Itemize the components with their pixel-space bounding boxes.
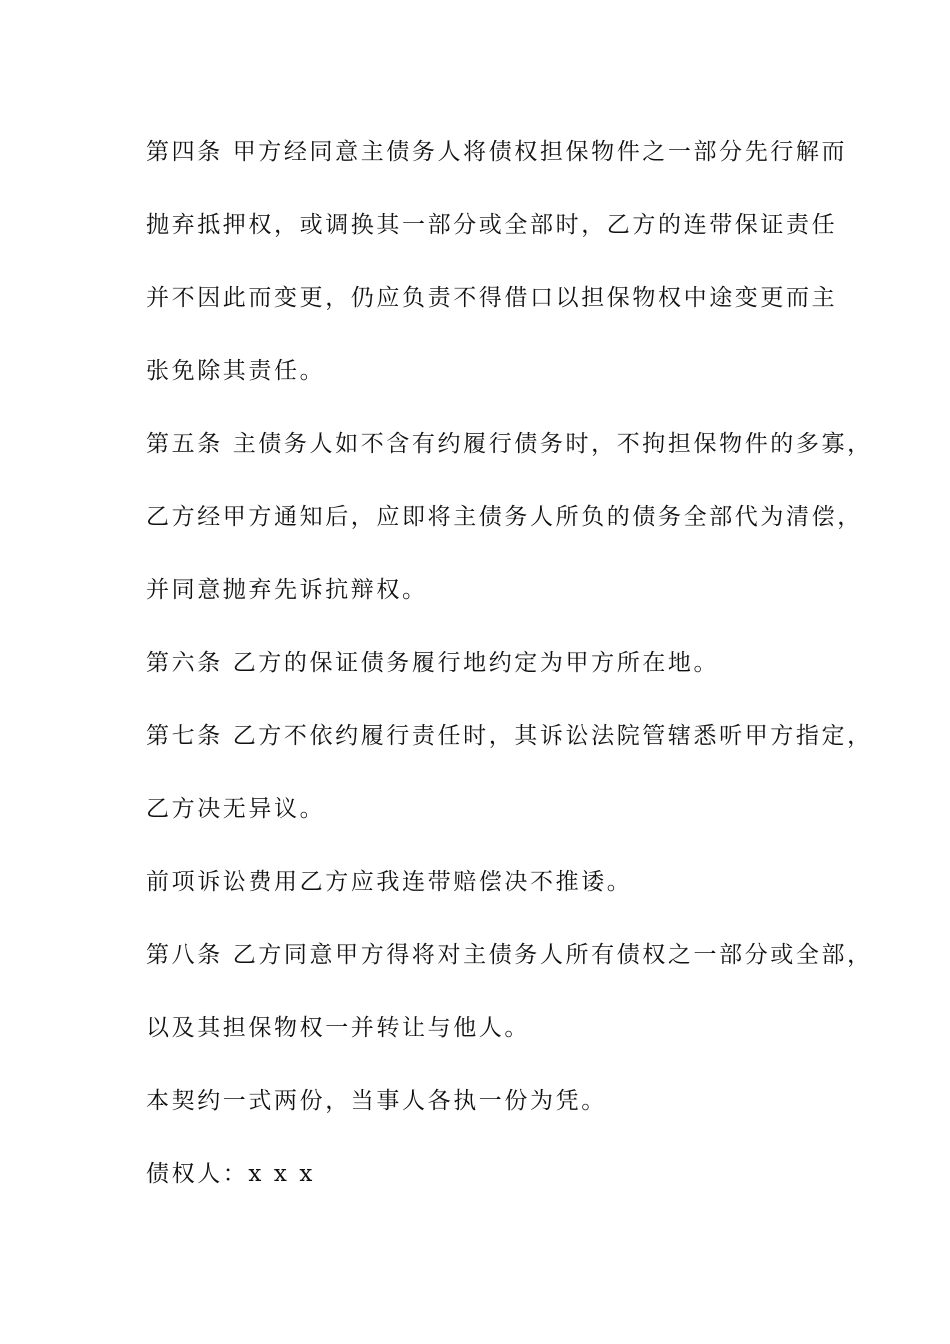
article-8-line-1: 第八条 乙方同意甲方得将对主债务人所有债权之一部分或全部，: [146, 942, 873, 968]
article-5-line-3: 并同意抛弃先诉抗辩权。: [146, 577, 428, 603]
article-4-line-2: 抛弃抵押权，或调换其一部分或全部时，乙方的连带保证责任: [146, 212, 838, 238]
article-6-line-1: 第六条 乙方的保证债务履行地约定为甲方所在地。: [146, 650, 720, 676]
article-5-line-2: 乙方经甲方通知后，应即将主债务人所负的债务全部代为清偿，: [146, 504, 863, 530]
article-5-line-1: 第五条 主债务人如不含有约履行债务时，不拘担保物件的多寡，: [146, 431, 873, 457]
article-4-line-4: 张免除其责任。: [146, 358, 326, 384]
copies-line: 本契约一式两份，当事人各执一份为凭。: [146, 1088, 607, 1114]
article-7-line-1: 第七条 乙方不依约履行责任时，其诉讼法院管辖悉听甲方指定，: [146, 723, 873, 749]
article-8-line-2: 以及其担保物权一并转让与他人。: [146, 1015, 530, 1041]
creditor-signature-line: 债权人：x x x: [146, 1161, 315, 1187]
article-4-line-1: 第四条 甲方经同意主债务人将债权担保物件之一部分先行解而: [146, 139, 848, 165]
article-4-line-3: 并不因此而变更，仍应负责不得借口以担保物权中途变更而主: [146, 285, 838, 311]
article-7-line-2: 乙方决无异议。: [146, 796, 326, 822]
litigation-cost-line: 前项诉讼费用乙方应我连带赔偿决不推诿。: [146, 869, 633, 895]
